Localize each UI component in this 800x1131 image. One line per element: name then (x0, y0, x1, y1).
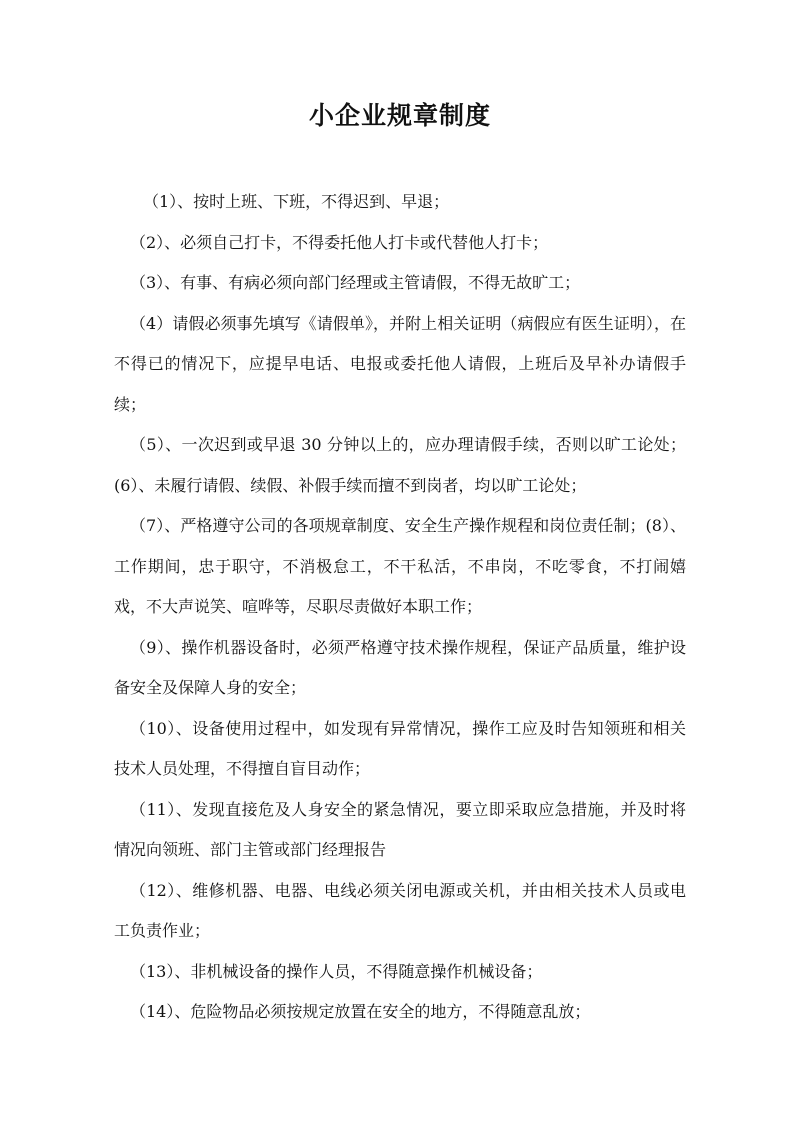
rule-paragraph-3: （3）、有事、有病必须向部门经理或主管请假，不得无故旷工； (130, 273, 581, 292)
rule-paragraph-2: （2）、必须自己打卡，不得委托他人打卡或代替他人打卡； (130, 232, 549, 252)
document-title: 小企业规章制度 (308, 101, 491, 130)
rule-paragraph-12: （12）、维修机器、电器、电线必须关闭电源或关机，并由相关技术人员或电工负责作业； (114, 880, 686, 940)
rule-paragraph-14: （14）、危险物品必须按规定放置在安全的地方，不得随意乱放； (130, 1002, 591, 1021)
rule-paragraph-13: （13）、非机械设备的操作人员，不得随意操作机械设备； (130, 961, 543, 981)
rule-paragraph-5-6: （5）、一次迟到或早退 30 分钟以上的，应办理请假手续，否则以旷工论处；(6）、未履行请假、续假、补假手续而擅不到岗者，均以旷工论处； (114, 435, 686, 495)
rule-paragraph-7-8: （7）、严格遵守公司的各项规章制度、安全生产操作规程和岗位责任制；(8）、工作期间，忠于职守，不消极怠工，不干私活，不串岗，不吃零食，不打闹嬉戏，不大声说笑、喧哗等，尽职尽责做好本职工作； (114, 516, 686, 616)
document-body (114, 182, 686, 1033)
rule-paragraph-10: （10）、设备使用过程中，如发现有异常情况，操作工应及时告知领班和相关技术人员处理，不得擅自盲目动作； (114, 718, 686, 778)
rule-paragraph-11: （11）、发现直接危及人身安全的紧急情况，要立即采取应急措施，并及时将情况向领班、部门主管或部门经理报告 (114, 799, 686, 859)
rule-paragraph-9: （9）、操作机器设备时，必须严格遵守技术操作规程，保证产品质量，维护设备安全及保障人身的安全； (114, 637, 686, 697)
rule-paragraph-4: （4）请假必须事先填写《请假单》，并附上相关证明（病假应有医生证明），在不得已的情况下，应提早电话、电报或委托他人请假，上班后及早补办请假手续； (114, 313, 686, 414)
rule-paragraph-1: （1）、按时上班、下班，不得迟到、早退； (143, 192, 450, 211)
